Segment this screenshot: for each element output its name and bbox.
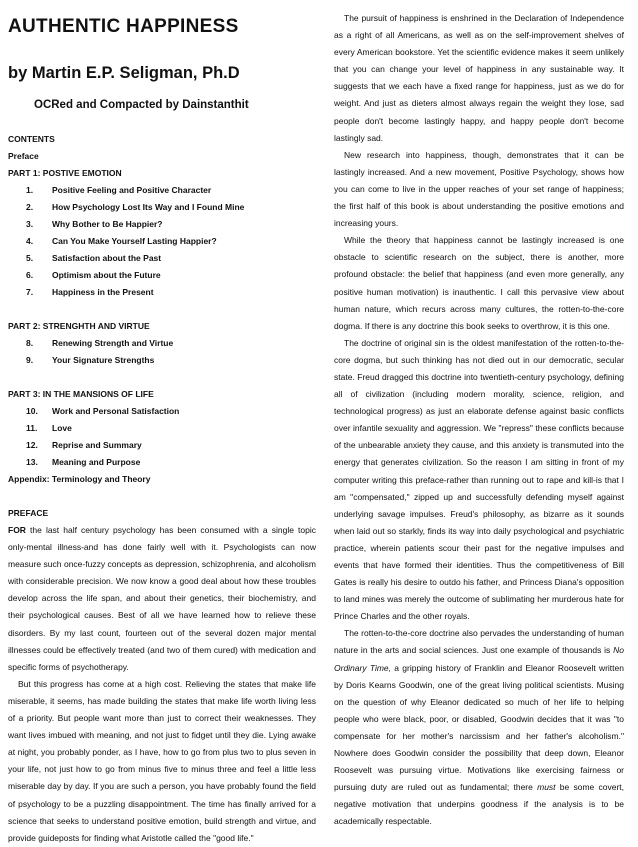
toc-chapter xyxy=(8,267,316,284)
toc-chapter xyxy=(8,233,316,250)
chapter-number: 7. xyxy=(26,287,34,297)
chapter-title: Reprise and Summary xyxy=(52,440,142,450)
paragraph-text: The rotten-to-the-core doctrine also pervades the understanding of human nature in the arts and social sciences. Just one example of thousands is xyxy=(334,628,624,656)
chapter-number: 12. xyxy=(26,440,38,450)
preface-paragraph xyxy=(334,625,624,830)
chapter-number: 11. xyxy=(26,423,38,433)
paragraph-text: be some covert, negative motivation that underpins goodness if the analysis is to be academically respectable. xyxy=(334,782,625,827)
ocr-credit: OCRed and Compacted by Dainstanthit xyxy=(34,99,249,111)
toc-chapter xyxy=(8,250,316,267)
chapter-title: Love xyxy=(52,423,72,433)
chapter-number: 13. xyxy=(26,457,38,467)
chapter-title: Optimism about the Future xyxy=(52,270,161,280)
toc-chapter xyxy=(8,284,316,301)
chapter-title: Happiness in the Present xyxy=(52,287,154,297)
toc-chapter xyxy=(8,352,316,369)
chapter-number: 1. xyxy=(26,185,34,195)
chapter-title: Positive Feeling and Positive Character xyxy=(52,185,212,195)
toc-chapter xyxy=(8,437,316,454)
toc-preface: Preface xyxy=(8,151,39,161)
book-title: AUTHENTIC HAPPINESS xyxy=(8,16,239,37)
toc-chapter xyxy=(8,335,316,352)
toc-heading: CONTENTS xyxy=(8,134,55,144)
toc-chapter xyxy=(8,182,316,199)
chapter-number: 8. xyxy=(26,338,34,348)
toc-part-2: PART 2: STRENGHTH AND VIRTUE xyxy=(8,321,150,331)
preface-paragraph: While the theory that happiness cannot be lastingly increased is one obstacle to scientific research on the subject, there is another, more profound obstacle: the belief that happiness (and even more generally, any positive human motivation) is inauthentic. I call this pervasive view about human nature, which recurs across many cultures, the rotten-to-the-core dogma. If there is any doctrine this book seeks to overthrow, it is this one. xyxy=(334,235,624,331)
preface-paragraph: The doctrine of original sin is the oldest manifestation of the rotten-to-the-core dogma, but such thinking has not died out in our democratic, secular state. Freud dragged this doctrine into twentieth-century psychology, defining all of civilization (including modern morality, science, religion, and technological progress) as just an elaborate defense against basic conflicts over infantile sexuality and aggression. We "repress" these conflicts because of the unbearable anxiety they cause, and this anxiety is transmuted into the energy that generates civilization. So the reason I am sitting in front of my computer writing this preface-rather than running out to rape and kill-is that I am "compensated," zipped up and successfully defending myself against underlying savage impulses. Freud's philosophy, as bizarre as it sounds when laid out so starkly, finds its way into daily psychological and psychiatric practice, wherein patients scour their past for the negative impulses and events that have formed their identities. Thus the competitiveness of Bill Gates is really his desire to outdo his father, and Princess Diana's opposition to land mines was merely the outcome of sublimating her murderous hate for Prince Charles and the other royals. xyxy=(334,337,624,622)
preface-paragraph: New research into happiness, though, demonstrates that it can be lastingly increased. And a new movement, Positive Psychology, shows how you can come to live in the upper reaches of your set range of happiness; the first half of this book is about understanding the positive emotions and increasing yours. xyxy=(334,149,624,229)
chapter-number: 3. xyxy=(26,219,34,229)
toc-chapter xyxy=(8,216,316,233)
chapter-title: Can You Make Yourself Lasting Happier? xyxy=(52,236,217,246)
book-author: by Martin E.P. Seligman, Ph.D xyxy=(8,64,240,82)
preface-paragraph: The pursuit of happiness is enshrined in the Declaration of Independence as a right of all Americans, as well as on the self-improvement shelves of every American bookstore. Yet the scientific evidence makes it seem unlikely that you can change your level of happiness in any sustainable way. It suggests that we each have a fixed range for happiness, just as we do for weight. And just as dieters almost always regain the weight they lose, sad people don't become lastingly happy, and happy people don't become lastingly sad. xyxy=(334,13,624,143)
paragraph-text: the last half century psychology has been consumed with a single topic only-mental illness-and has done fairly well with it. Psychologists can now measure such once-fuzzy concepts as depression, schizophrenia, and alcoholism with considerable precision. We now know a good deal about how these troubles develop across the life span, and about their genetics, their biochemistry, and their psychological causes. Best of all we have learned how to relieve these disorders. By my last count, fourteen out of the several dozen major mental illnesses could be effectively treated (and two of them cured) with medication and specific forms of psychotherapy. xyxy=(8,525,316,672)
chapter-title: Work and Personal Satisfaction xyxy=(52,406,180,416)
chapter-title: How Psychology Lost Its Way and I Found Mine xyxy=(52,202,245,212)
chapter-title: Why Bother to Be Happier? xyxy=(52,219,163,229)
chapter-number: 6. xyxy=(26,270,34,280)
toc-chapter xyxy=(8,199,316,216)
toc-part-3: PART 3: IN THE MANSIONS OF LIFE xyxy=(8,389,154,399)
chapter-title: Meaning and Purpose xyxy=(52,457,141,467)
right-column xyxy=(334,10,624,831)
chapter-title: Your Signature Strengths xyxy=(52,355,155,365)
preface-paragraph xyxy=(8,522,316,676)
toc-chapter xyxy=(8,454,316,471)
chapter-number: 9. xyxy=(26,355,34,365)
chapter-number: 10. xyxy=(26,406,38,416)
book-title-reference: No Ordinary Time, xyxy=(334,645,624,673)
toc-appendix: Appendix: Terminology and Theory xyxy=(8,474,151,484)
chapter-number: 5. xyxy=(26,253,34,263)
table-of-contents xyxy=(8,131,316,488)
emphasis: must xyxy=(537,782,556,793)
toc-part-1: PART 1: POSTIVE EMOTION xyxy=(8,168,122,178)
paragraph-text: a gripping history of Franklin and Eleanor Roosevelt written by Doris Kearns Goodwin, one of the great living political scientists. Musing on the question of why Eleanor dedicated so much of her life to helping people who were black, poor, or disabled, Goodwin decides that it was "to compensate for her mother's narcissism and her father's alcoholism." Nowhere does Goodwin consider the possibility that deep down, Eleanor Roosevelt was pursuing virtue. Motivations like exercising fairness or pursuing duty are ruled out as fundamental; there xyxy=(334,662,624,793)
toc-chapter xyxy=(8,403,316,420)
chapter-title: Satisfaction about the Past xyxy=(52,253,162,263)
preface-paragraph: But this progress has come at a high cost. Relieving the states that make life miserable, it seems, has made building the states that make life worth living less of a priority. But people want more than just to correct their weaknesses. They want lives imbued with meaning, and not just to fidget until they die. Lying awake at night, you probably ponder, as I have, how to go from plus two to plus seven in your life, not just how to go from minus five to minus three and feel a little less miserable day by day. If you are such a person, you have probably found the field of psychology to be a puzzling disappointment. The time has finally arrived for a science that seeks to understand positive emotion, build strength and virtue, and provide guideposts for finding what Aristotle called the "good life." xyxy=(8,678,316,843)
chapter-title: Renewing Strength and Virtue xyxy=(52,338,174,348)
preface-heading: PREFACE xyxy=(8,508,49,518)
chapter-number: 2. xyxy=(26,202,34,212)
paragraph-lead-word: FOR xyxy=(8,525,26,535)
left-column xyxy=(8,10,316,847)
toc-chapter xyxy=(8,420,316,437)
chapter-number: 4. xyxy=(26,236,34,246)
